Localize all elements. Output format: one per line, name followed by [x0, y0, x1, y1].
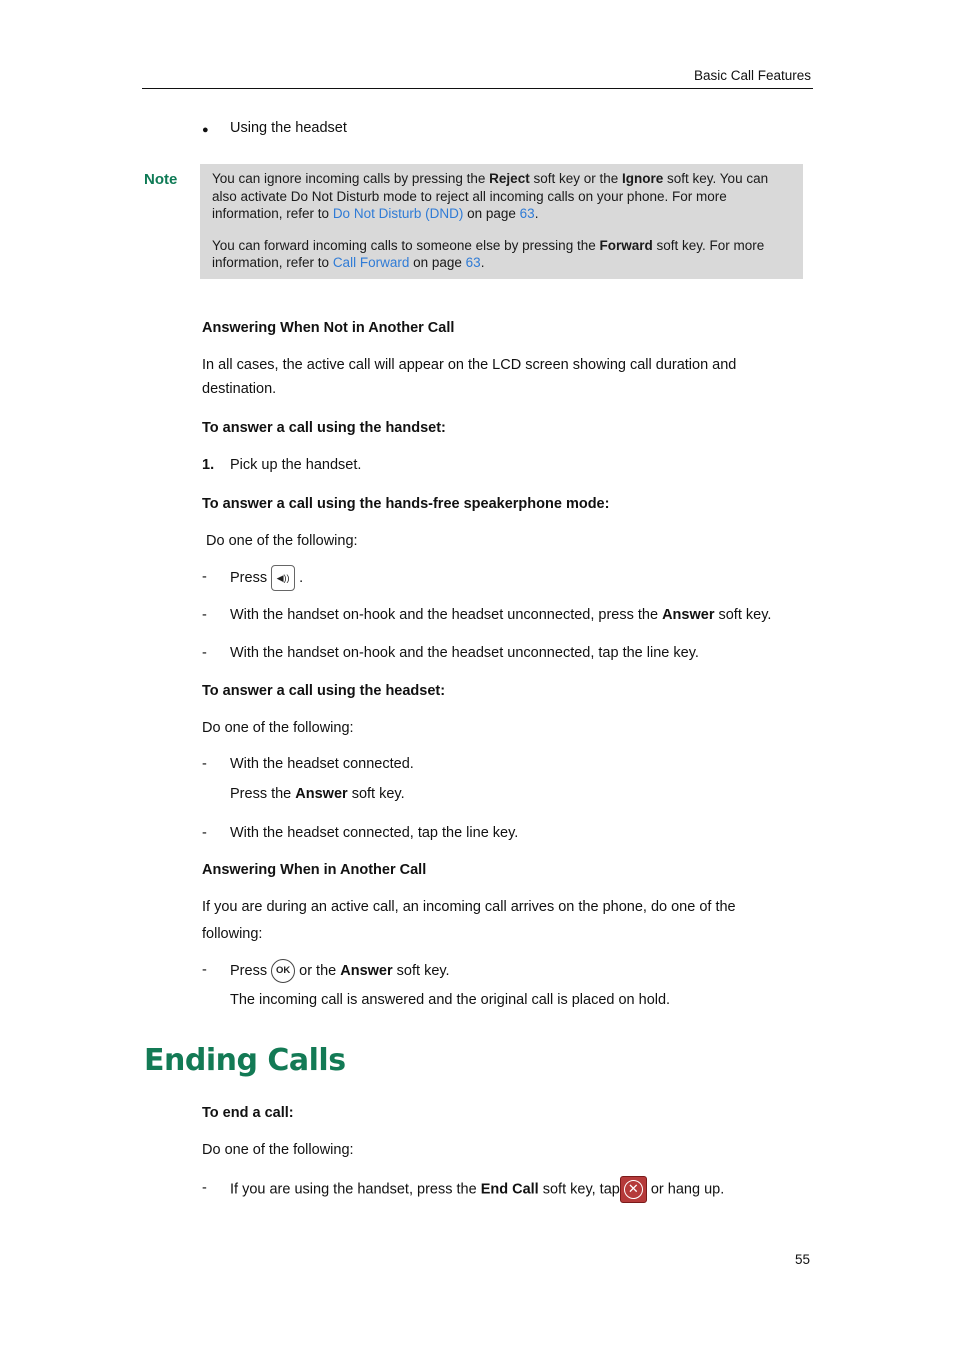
note-paragraph-1: You can ignore incoming calls by pressing the Reject soft key or the Ignore soft key. You can also activate Do Not Disturb mode to reject all incoming calls on your phone. For more information, refer to Do Not Disturb (DND) on page 63.: [212, 171, 769, 221]
header-rule: [142, 88, 813, 89]
answer-key: Answer: [662, 607, 715, 623]
in-call-result: The incoming call is answered and the original call is placed on hold.: [230, 992, 671, 1008]
call-forward-link[interactable]: Call Forward: [332, 255, 410, 270]
answer-key: Answer: [295, 786, 348, 802]
heading-not-in-call: Answering When Not in Another Call: [202, 320, 455, 336]
answer-key: Answer: [340, 962, 393, 979]
ok-key-icon: OK: [271, 959, 295, 983]
in-call-intro-1: If you are during an active call, an incoming call arrives on the phone, do one of the: [202, 899, 736, 915]
step-number: 1.: [202, 457, 215, 473]
dash: -: [202, 756, 207, 772]
page-number: 55: [794, 1252, 810, 1267]
speaker-intro: Do one of the following:: [206, 533, 358, 549]
ignore-key: Ignore: [622, 171, 664, 186]
heading-end-call: To end a call:: [202, 1105, 294, 1121]
note-label: Note: [144, 171, 178, 188]
heading-handset: To answer a call using the handset:: [202, 420, 446, 436]
dash: -: [202, 1180, 207, 1196]
running-header: Basic Call Features: [693, 68, 811, 83]
heading-in-call: Answering When in Another Call: [202, 862, 427, 878]
speakerphone-icon: ◀)): [271, 565, 295, 591]
headset-item-2: With the headset connected, tap the line key.: [230, 825, 519, 841]
note-paragraph-2: You can forward incoming calls to someone else by pressing the Forward soft key. For more information, refer to Call Forward on page 63.: [212, 237, 765, 270]
in-call-item: Press OK or the Answer soft key.: [230, 959, 450, 983]
dnd-page-link[interactable]: 63: [519, 206, 535, 221]
dash: -: [202, 607, 207, 623]
intro-line-2: destination.: [202, 381, 277, 397]
dash: -: [202, 825, 207, 841]
dash: -: [202, 645, 207, 661]
reject-key: Reject: [489, 171, 530, 186]
bullet-text: Using the headset: [230, 120, 347, 136]
forward-key: Forward: [599, 237, 653, 253]
speaker-item-3: With the handset on-hook and the headset unconnected, tap the line key.: [230, 645, 699, 661]
dnd-link[interactable]: Do Not Disturb (DND): [332, 206, 464, 221]
headset-intro: Do one of the following:: [202, 720, 354, 736]
heading-speakerphone: To answer a call using the hands-free speakerphone mode:: [202, 496, 610, 512]
speaker-item-1: Press ◀)) .: [230, 565, 303, 591]
intro-line-1: In all cases, the active call will appear on the LCD screen showing call duration and: [202, 357, 737, 373]
call-forward-page-link[interactable]: 63: [465, 255, 481, 270]
end-call-icon: ✕: [620, 1176, 647, 1203]
section-title-ending-calls: Ending Calls: [144, 1043, 346, 1078]
dash: -: [202, 569, 207, 585]
speaker-item-2: With the handset on-hook and the headset unconnected, press the Answer soft key.: [230, 607, 772, 623]
headset-item-1-sub: Press the Answer soft key.: [230, 786, 405, 802]
end-intro: Do one of the following:: [202, 1142, 354, 1158]
note-box: [200, 164, 803, 279]
step-text: Pick up the handset.: [230, 457, 362, 473]
headset-item-1: With the headset connected.: [230, 756, 414, 772]
in-call-intro-2: following:: [202, 926, 263, 942]
bullet-dot: ●: [202, 124, 209, 136]
end-item: If you are using the handset, press the End Call soft key, tap ✕ or hang up.: [230, 1176, 724, 1203]
dash: -: [202, 962, 207, 978]
heading-headset: To answer a call using the headset:: [202, 683, 446, 699]
end-call-key: End Call: [480, 1181, 539, 1198]
